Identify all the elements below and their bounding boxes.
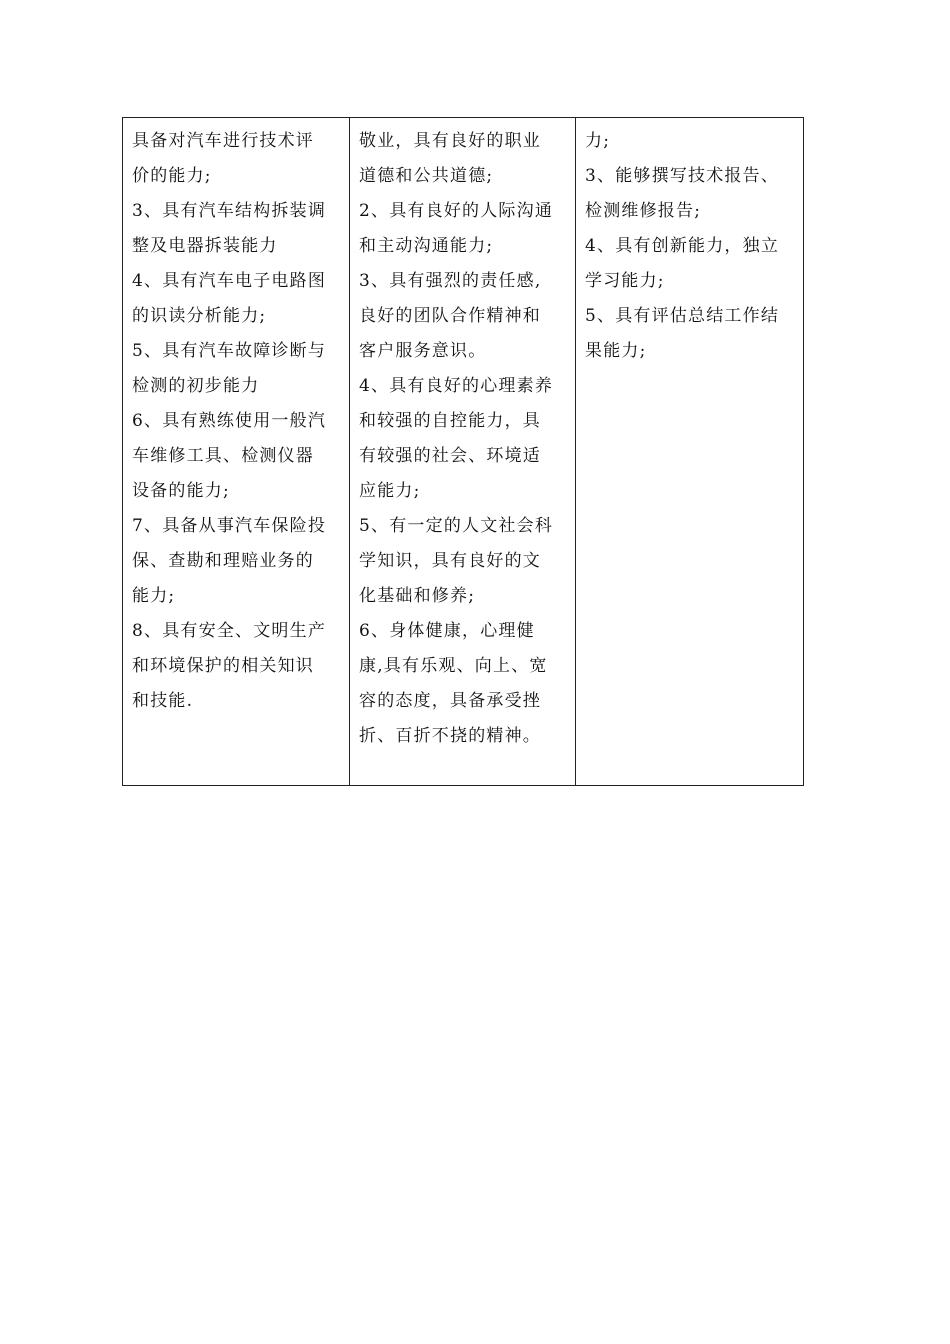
text-line: 车维修工具、检测仪器 <box>132 446 314 466</box>
text-line: 有较强的社会、环境适 <box>359 446 541 466</box>
text-line: 道德和公共道德; <box>359 166 494 186</box>
text-line: 价的能力; <box>132 166 212 186</box>
text-line: 5、有一定的人文社会科 <box>359 516 554 536</box>
text-line: 3、能够撰写技术报告、 <box>585 166 780 186</box>
text-line: 具备对汽车进行技术评 <box>132 131 314 151</box>
text-line: 6、具有熟练使用一般汽 <box>132 411 327 431</box>
text-line: 力; <box>585 131 611 151</box>
text-line: 的识读分析能力; <box>132 306 267 326</box>
text-line: 5、具有汽车故障诊断与 <box>132 341 327 361</box>
text-line: 4、具有汽车电子电路图 <box>132 271 327 291</box>
text-line: 容的态度，具备承受挫 <box>359 691 541 711</box>
text-line: 5、具有评估总结工作结 <box>585 306 780 326</box>
text-line: 能力; <box>132 586 176 606</box>
text-line: 8、具有安全、文明生产 <box>132 621 327 641</box>
text-line: 折、百折不挠的精神。 <box>359 726 541 746</box>
text-line: 果能力; <box>585 341 647 361</box>
text-line: 和较强的自控能力，具 <box>359 411 541 431</box>
text-line: 设备的能力; <box>132 481 230 501</box>
text-line: 检测的初步能力 <box>132 376 260 396</box>
social-skills-cell <box>350 118 576 786</box>
table-row <box>123 118 804 786</box>
method-skills-cell <box>576 118 804 786</box>
text-line: 6、身体健康，心理健 <box>359 621 535 641</box>
text-line: 整及电器拆装能力 <box>132 236 278 256</box>
text-line: 4、具有良好的心理素养 <box>359 376 554 396</box>
text-line: 保、查勘和理赔业务的 <box>132 551 314 571</box>
text-line: 4、具有创新能力，独立 <box>585 236 780 256</box>
text-line: 敬业，具有良好的职业 <box>359 131 541 151</box>
text-line: 7、具备从事汽车保险投 <box>132 516 327 536</box>
text-line: 3、具有强烈的责任感, <box>359 271 542 291</box>
professional-skills-cell <box>123 118 350 786</box>
text-line: 和技能. <box>132 691 194 711</box>
text-line: 应能力; <box>359 481 421 501</box>
text-line: 良好的团队合作精神和 <box>359 306 541 326</box>
text-line: 和主动沟通能力; <box>359 236 494 256</box>
text-line: 检测维修报告; <box>585 201 702 221</box>
text-line: 康,具有乐观、向上、宽 <box>359 656 548 676</box>
text-line: 学知识，具有良好的文 <box>359 551 541 571</box>
text-line: 客户服务意识。 <box>359 341 487 361</box>
text-line: 2、具有良好的人际沟通 <box>359 201 554 221</box>
text-line: 3、具有汽车结构拆装调 <box>132 201 327 221</box>
text-line: 学习能力; <box>585 271 665 291</box>
text-line: 化基础和修养; <box>359 586 476 606</box>
ability-table <box>122 117 804 786</box>
text-line: 和环境保护的相关知识 <box>132 656 314 676</box>
